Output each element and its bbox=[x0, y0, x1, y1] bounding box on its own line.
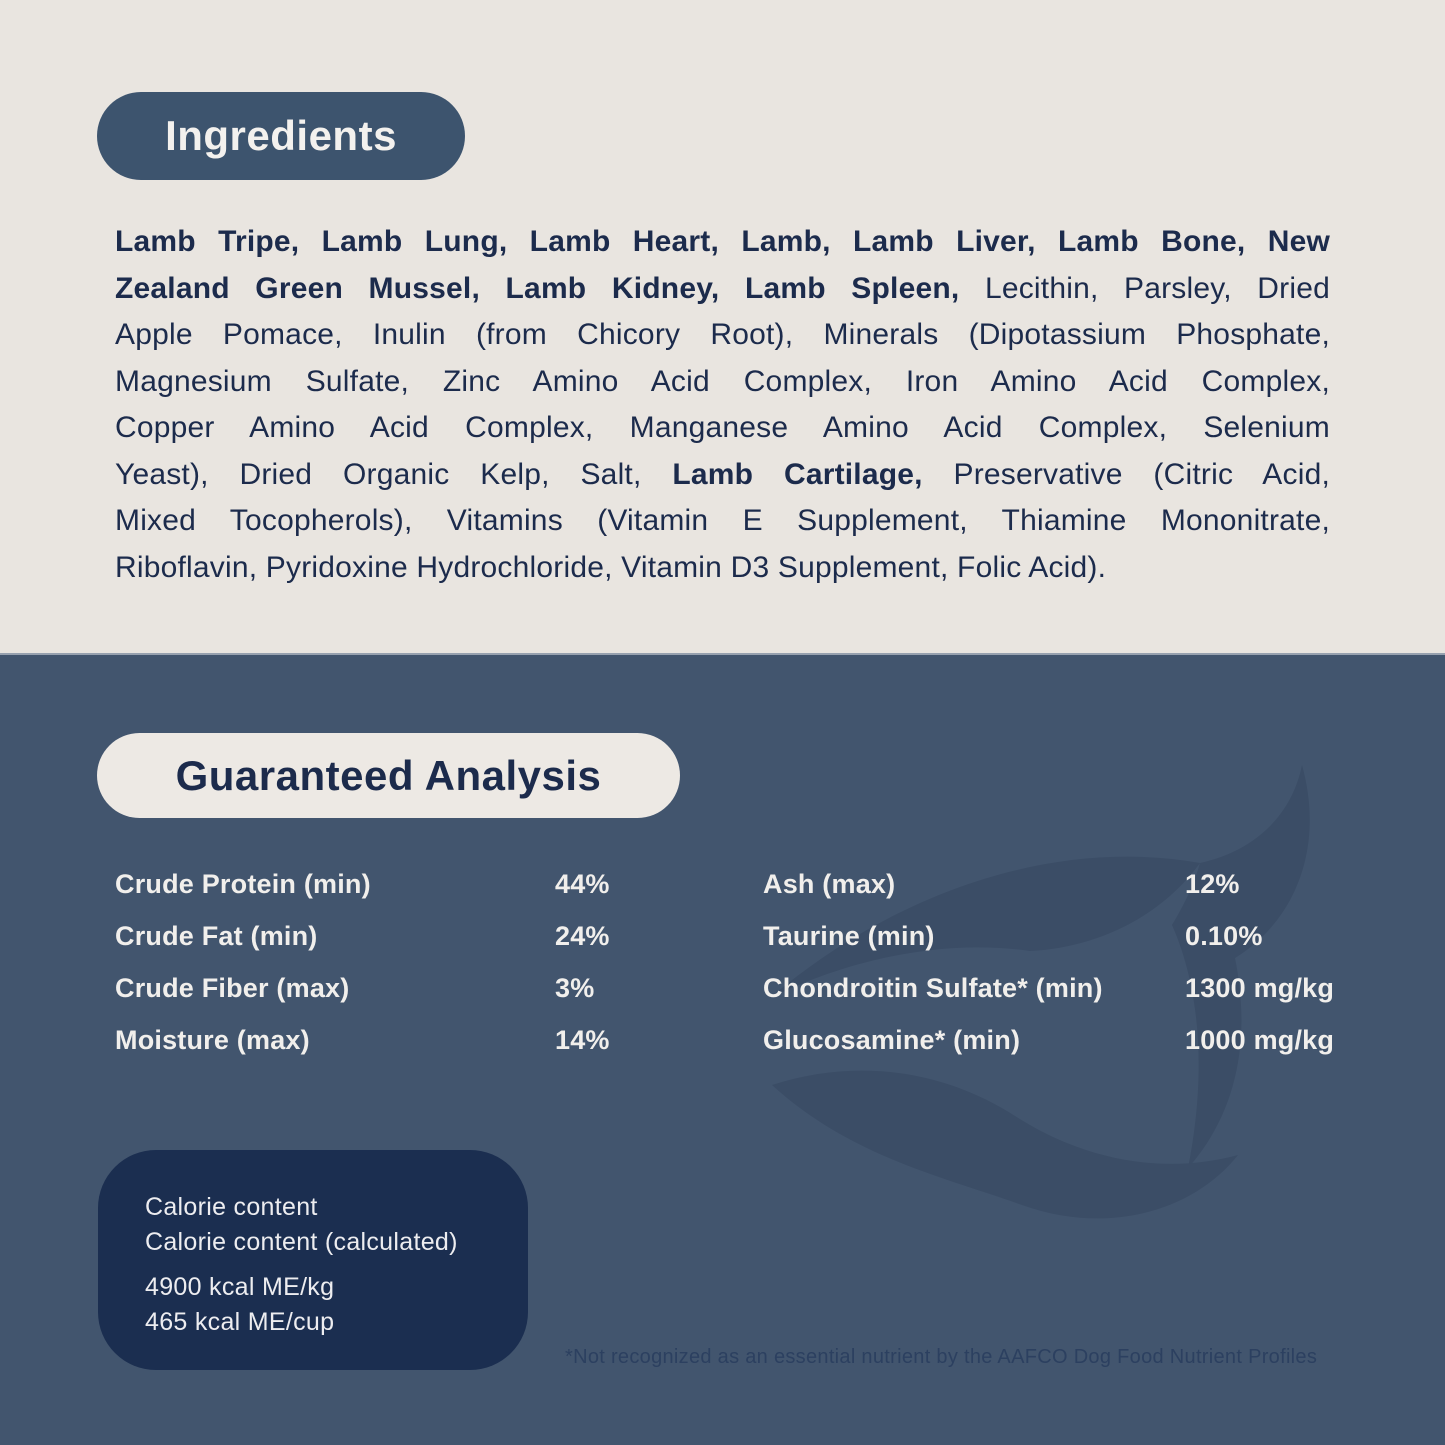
ingredients-line bbox=[115, 266, 1330, 313]
calorie-value-per-kg: 4900 kcal ME/kg bbox=[145, 1273, 335, 1301]
analysis-row bbox=[115, 858, 610, 910]
ingredients-line bbox=[115, 312, 1330, 359]
analysis-label: Taurine (min) bbox=[763, 920, 935, 951]
ingredients-header-label: Ingredients bbox=[165, 112, 397, 159]
analysis-table-left-column bbox=[115, 858, 610, 1066]
analysis-label: Ash (max) bbox=[763, 868, 896, 899]
analysis-label: Crude Protein (min) bbox=[115, 868, 371, 899]
aafco-footnote: *Not recognized as an essential nutrient by the AAFCO Dog Food Nutrient Profiles bbox=[565, 1346, 1318, 1368]
calorie-title-line-2: Calorie content (calculated) bbox=[145, 1228, 458, 1256]
ingredients-line bbox=[115, 545, 1330, 592]
ingredient-regular-text: Preservative (Citric Acid, bbox=[922, 457, 1331, 491]
ingredient-regular-text: Magnesium Sulfate, Zinc Amino Acid Complex, Iron Amino Acid Complex, bbox=[115, 364, 1330, 398]
calorie-title-line-1: Calorie content bbox=[145, 1193, 318, 1221]
analysis-row bbox=[115, 1014, 610, 1066]
analysis-label: Glucosamine* (min) bbox=[763, 1024, 1021, 1055]
ingredients-text bbox=[115, 219, 1330, 591]
analysis-value: 44% bbox=[555, 868, 610, 899]
analysis-row bbox=[763, 858, 1334, 910]
ingredients-line bbox=[115, 452, 1330, 499]
ingredient-bold-text: Zealand Green Mussel, Lamb Kidney, Lamb Spleen, bbox=[115, 271, 960, 305]
analysis-row bbox=[115, 962, 610, 1014]
ingredients-line bbox=[115, 498, 1330, 545]
ingredient-bold-text: Lamb Cartilage, bbox=[672, 457, 923, 491]
calorie-content-box bbox=[98, 1150, 528, 1370]
analysis-row bbox=[763, 1014, 1334, 1066]
analysis-row bbox=[763, 910, 1334, 962]
analysis-value: 1300 mg/kg bbox=[1185, 972, 1335, 1003]
analysis-value: 3% bbox=[555, 972, 595, 1003]
guaranteed-analysis-header-label: Guaranteed Analysis bbox=[175, 751, 602, 799]
analysis-label: Crude Fat (min) bbox=[115, 920, 318, 951]
analysis-value: 0.10% bbox=[1185, 920, 1263, 951]
ingredients-section bbox=[0, 0, 1445, 653]
ingredient-bold-text: Lamb Tripe, Lamb Lung, Lamb Heart, Lamb, Lamb Liver, Lamb Bone, New bbox=[115, 225, 1330, 258]
analysis-label: Moisture (max) bbox=[115, 1024, 310, 1055]
ingredient-regular-text: Apple Pomace, Inulin (from Chicory Root), Minerals (Dipotassium Phosphate, bbox=[115, 318, 1330, 351]
analysis-table-right-column bbox=[763, 858, 1334, 1066]
ingredients-line bbox=[115, 359, 1330, 406]
analysis-row bbox=[763, 962, 1334, 1014]
analysis-label: Chondroitin Sulfate* (min) bbox=[763, 972, 1103, 1003]
ingredients-line bbox=[115, 219, 1330, 266]
analysis-value: 12% bbox=[1185, 868, 1240, 899]
analysis-row bbox=[115, 910, 610, 962]
calorie-values bbox=[145, 1270, 508, 1340]
ingredient-regular-text: Lecithin, Parsley, Dried bbox=[959, 271, 1330, 305]
ingredients-header-pill bbox=[97, 92, 465, 180]
ingredient-regular-text: Yeast), Dried Organic Kelp, Salt, bbox=[115, 457, 673, 491]
ingredient-regular-text: Riboflavin, Pyridoxine Hydrochloride, Vitamin D3 Supplement, Folic Acid). bbox=[115, 550, 1107, 584]
ingredient-regular-text: Mixed Tocopherols), Vitamins (Vitamin E Supplement, Thiamine Mononitrate, bbox=[115, 504, 1330, 537]
ingredient-regular-text: Copper Amino Acid Complex, Manganese Amino Acid Complex, Selenium bbox=[115, 411, 1330, 444]
guaranteed-analysis-header-pill bbox=[97, 733, 680, 818]
ingredients-line bbox=[115, 405, 1330, 452]
analysis-value: 1000 mg/kg bbox=[1185, 1024, 1335, 1055]
analysis-value: 24% bbox=[555, 920, 610, 951]
analysis-label: Crude Fiber (max) bbox=[115, 972, 350, 1003]
calorie-value-per-cup: 465 kcal ME/cup bbox=[145, 1308, 335, 1336]
analysis-value: 14% bbox=[555, 1024, 610, 1055]
